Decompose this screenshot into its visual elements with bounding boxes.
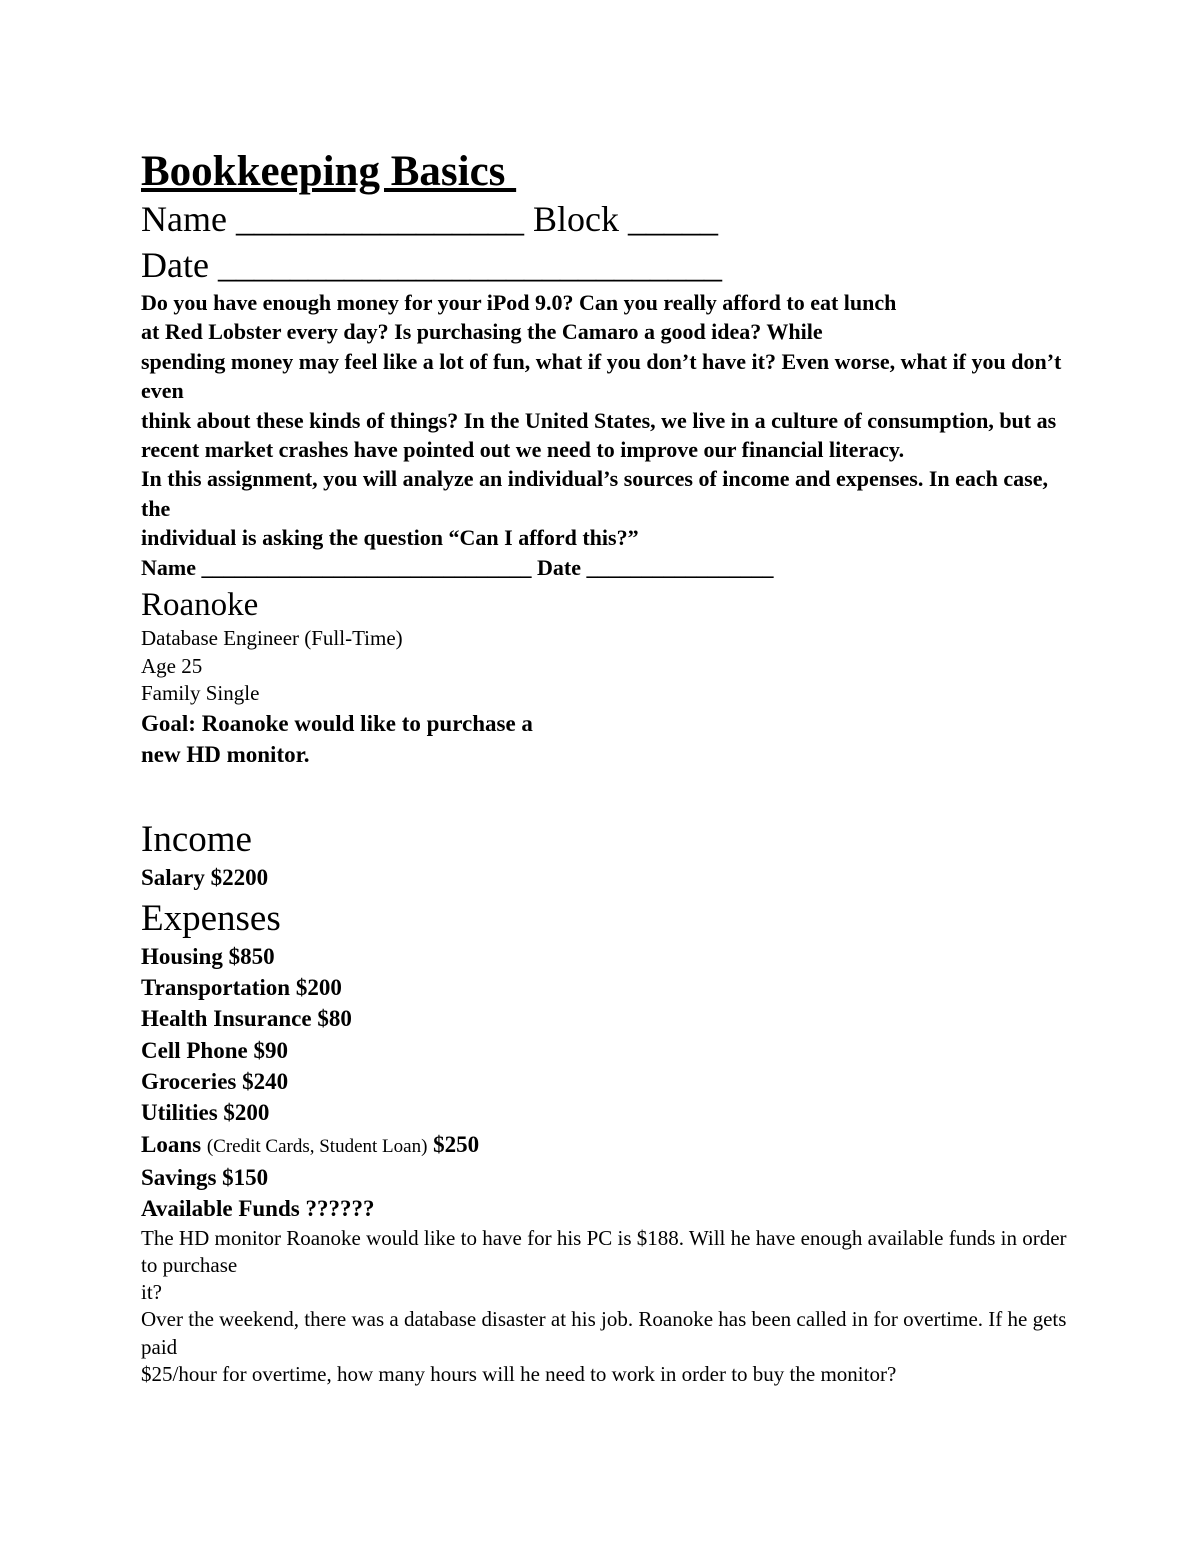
profile-goal-line-1: Goal: Roanoke would like to purchase a xyxy=(141,710,533,736)
intro-line: recent market crashes have pointed out we need to improve our financial literacy. xyxy=(141,437,905,463)
available-funds: Available Funds ?????? xyxy=(141,1196,375,1222)
intro-line: individual is asking the question “Can I afford this?” xyxy=(141,525,639,551)
question-1-line-1: The HD monitor Roanoke would like to have for his PC is $188. Will he have enough available funds in order to purchase xyxy=(141,1225,1067,1277)
intro-paragraph xyxy=(141,288,1071,582)
expense-utilities: Utilities $200 xyxy=(141,1100,270,1126)
intro-line: In this assignment, you will analyze an individual’s sources of income and expenses. In each case, the xyxy=(141,466,1048,521)
date-line: Date ____________________________ xyxy=(141,245,722,285)
expense-savings: Savings $150 xyxy=(141,1164,269,1190)
intro-line: at Red Lobster every day? Is purchasing the Camaro a good idea? While xyxy=(141,319,823,345)
profile-family: Family Single xyxy=(141,681,260,706)
profile-occupation: Database Engineer (Full-Time) xyxy=(141,626,403,651)
expense-loans-note: (Credit Cards, Student Loan) xyxy=(206,1135,428,1157)
intro-line: Do you have enough money for your iPod 9.0? Can you really afford to eat lunch xyxy=(141,290,897,315)
expense-loans xyxy=(141,1129,1071,1162)
question-2-line-1: Over the weekend, there was a database disaster at his job. Roanoke has been called in for overtime. If he gets paid xyxy=(141,1307,1067,1359)
questions xyxy=(141,1225,1071,1389)
worksheet-page xyxy=(141,148,1071,1388)
expense-loans-label: Loans xyxy=(141,1131,207,1157)
expense-loans-amount: $250 xyxy=(427,1131,480,1157)
name-block-line: Name ________________ Block _____ xyxy=(141,199,718,239)
expense-groceries: Groceries $240 xyxy=(141,1069,289,1095)
expense-housing: Housing $850 xyxy=(141,943,275,969)
expenses-heading: Expenses xyxy=(141,897,281,939)
profile-age: Age 25 xyxy=(141,653,203,678)
profile-name: Roanoke xyxy=(141,587,259,624)
expense-transportation: Transportation $200 xyxy=(141,975,342,1001)
intro-line: think about these kinds of things? In the United States, we live in a culture of consumption, but as xyxy=(141,407,1057,433)
name-date-line: Name ______________________________ Date _________________ xyxy=(141,554,774,580)
profile-goal-line-2: new HD monitor. xyxy=(141,741,310,767)
expense-cell-phone: Cell Phone $90 xyxy=(141,1037,288,1063)
income-heading: Income xyxy=(141,818,252,860)
income-salary: Salary $2200 xyxy=(141,864,269,890)
question-2-line-2: $25/hour for overtime, how many hours will he need to work in order to buy the monitor? xyxy=(141,1362,897,1387)
expense-health-insurance: Health Insurance $80 xyxy=(141,1006,352,1032)
intro-line: spending money may feel like a lot of fun, what if you don’t have it? Even worse, what if you don’t even xyxy=(141,348,1062,404)
page-title: Bookkeeping Basics xyxy=(141,148,517,195)
question-1-line-2: it? xyxy=(141,1280,162,1305)
